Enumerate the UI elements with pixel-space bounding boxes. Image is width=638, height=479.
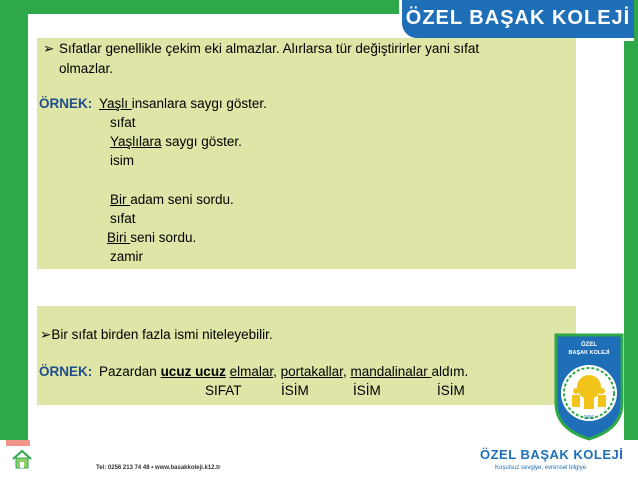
example-4-tag: zamir — [110, 249, 143, 264]
footer-school-name: ÖZEL BAŞAK KOLEJİ — [480, 447, 624, 462]
example-2: Yaşlılara saygı göster. — [110, 134, 242, 149]
rule-2-line: ➢Bir sıfat birden fazla ismi niteleyebilir. — [40, 327, 273, 342]
svg-text:BAŞAK KOLEJİ: BAŞAK KOLEJİ — [568, 350, 610, 356]
brand-title: ÖZEL BAŞAK KOLEJİ — [405, 7, 631, 29]
example-3-tag: sıfat — [110, 211, 136, 226]
corner-decoration-icon — [6, 440, 30, 446]
example-1: ÖRNEK: Yaşlı insanlara saygı göster. — [39, 96, 267, 111]
contact-info: Tel: 0256 213 74 48 • www.basakkoleji.k12.tr — [96, 465, 221, 471]
example-label: ÖRNEK: — [39, 364, 93, 379]
svg-text:ÖZEL: ÖZEL — [581, 342, 597, 348]
home-icon[interactable] — [11, 448, 33, 470]
footer-slogan: Koşulsuz sevgiye, evrensel bilgiye — [495, 465, 587, 471]
badge-year: 1991 — [583, 415, 595, 421]
rule-box-2 — [37, 306, 576, 405]
example-label: ÖRNEK: — [39, 96, 93, 111]
example-3: Bir adam seni sordu. — [110, 192, 234, 207]
example-multi-noun: ÖRNEK: Pazardan ucuz ucuz elmalar, portakallar, mandalinalar aldım. — [39, 364, 469, 379]
school-badge-icon — [548, 333, 630, 441]
rule-line-2: olmazlar. — [59, 61, 114, 76]
rule-box-1 — [37, 38, 576, 269]
arrow-bullet-icon: ➢ — [43, 41, 55, 56]
example-2-tag: isim — [110, 153, 134, 168]
tag-isim-3: İSİM — [437, 383, 465, 398]
brand-header — [399, 0, 634, 41]
tag-sifat: SIFAT — [205, 383, 242, 398]
tag-isim-2: İSİM — [353, 383, 381, 398]
example-4: Biri seni sordu. — [107, 230, 197, 245]
arrow-bullet-icon: ➢ — [40, 327, 52, 342]
rule-line-1: ➢ Sıfatlar genellikle çekim eki almazlar. Alırlarsa tür değiştirirler yani sıfat — [43, 41, 480, 56]
green-frame-left — [0, 0, 28, 440]
example-1-tag: sıfat — [110, 115, 136, 130]
tag-isim-1: İSİM — [281, 383, 309, 398]
